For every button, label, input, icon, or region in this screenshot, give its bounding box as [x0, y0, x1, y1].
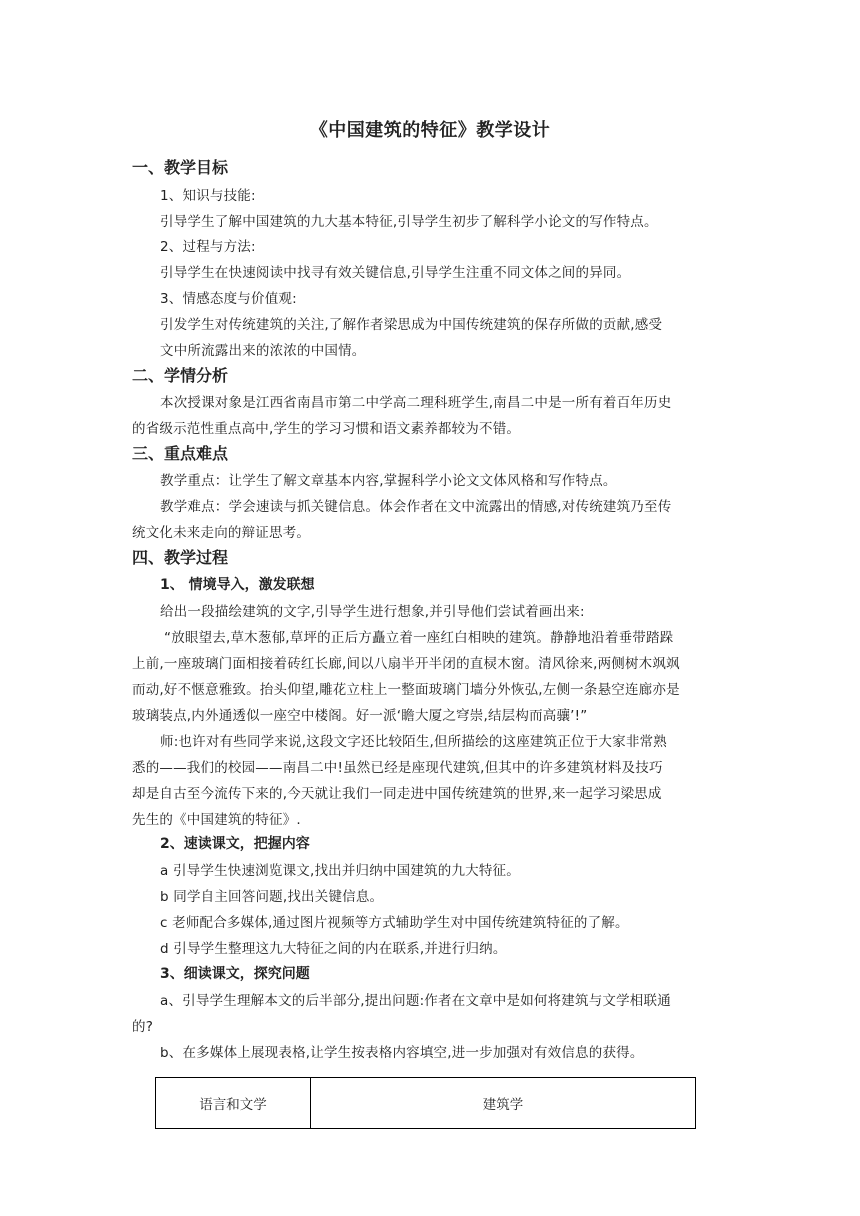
step2-item: a 引导学生快速浏览课文,找出并归纳中国建筑的九大特征。: [160, 863, 520, 879]
teacher-text: 悉的——我们的校园——南昌二中!虽然已经是座现代建筑,但其中的许多建筑材料及技巧: [132, 760, 663, 776]
analysis-text: 本次授课对象是江西省南昌市第二中学高二理科班学生,南昌二中是一所有着百年历史: [160, 395, 672, 411]
objective-process-label: 2、过程与方法:: [160, 239, 256, 255]
quote-text: 上前,一座玻璃门面相接着砖红长廊,间以八扇半开半闭的直棂木窗。清风徐来,两侧树木飒飒: [132, 656, 680, 672]
step2-item: b 同学自主回答问题,找出关键信息。: [160, 889, 384, 905]
quote-text: 而动,好不惬意雅致。抬头仰望,雕花立柱上一整面玻璃门墙分外恢弘,左侧一条悬空连廊亦是: [132, 682, 680, 698]
table-row: [156, 1078, 696, 1129]
difficulty-text: 教学难点：学会速读与抓关键信息。体会作者在文中流露出的情感,对传统建筑乃至传: [160, 499, 672, 515]
objective-process-text: 引导学生在快速阅读中找寻有效关键信息,引导学生注重不同文体之间的异同。: [160, 265, 631, 281]
section-heading-objectives: 一、教学目标: [132, 158, 229, 177]
section-heading-analysis: 二、学情分析: [132, 366, 229, 385]
table-header-cell: 建筑学: [311, 1078, 696, 1129]
step3-item: a、引导学生理解本文的后半部分,提出问题:作者在文章中是如何将建筑与文学相联通: [160, 993, 671, 1009]
section-heading-key-points: 三、重点难点: [132, 444, 229, 463]
analysis-text: 的省级示范性重点高中,学生的学习习惯和语文素养都较为不错。: [132, 421, 521, 437]
difficulty-text: 统文化未来走向的辩证思考。: [132, 525, 311, 541]
step3-item: b、在多媒体上展现表格,让学生按表格内容填空,进一步加强对有效信息的获得。: [160, 1045, 644, 1061]
step2-item: d 引导学生整理这九大特征之间的内在联系,并进行归纳。: [160, 941, 507, 957]
objective-emotion-text: 引发学生对传统建筑的关注,了解作者梁思成为中国传统建筑的保存所做的贡献,感受: [160, 317, 663, 333]
quote-text: 玻璃装点,内外通透似一座空中楼阁。好一派‘瞻大厦之穹崇,结层构而高骧’!”: [132, 708, 588, 724]
objective-knowledge-text: 引导学生了解中国建筑的九大基本特征,引导学生初步了解科学小论文的写作特点。: [160, 214, 658, 230]
objective-knowledge-label: 1、知识与技能:: [160, 188, 256, 204]
step2-heading: 2、速读课文，把握内容: [160, 836, 310, 852]
section-heading-process: 四、教学过程: [132, 548, 229, 567]
step3-item: 的?: [132, 1019, 154, 1035]
document-title: 《中国建筑的特征》教学设计: [309, 120, 551, 141]
comparison-table: [155, 1077, 696, 1129]
table-header-cell: 语言和文学: [156, 1078, 311, 1129]
step1-heading: 1、 情境导入，激发联想: [160, 577, 315, 593]
objective-emotion-text: 文中所流露出来的浓浓的中国情。: [160, 343, 366, 359]
step2-item: c 老师配合多媒体,通过图片视频等方式辅助学生对中国传统建筑特征的了解。: [160, 915, 629, 931]
teacher-text: 先生的《中国建筑的特征》.: [132, 812, 301, 828]
objective-emotion-label: 3、情感态度与价值观:: [160, 291, 297, 307]
quote-text: “放眼望去,草木葱郁,草坪的正后方矗立着一座红白相映的建筑。静静地沿着垂带踏跺: [164, 630, 674, 646]
teacher-text: 却是自古至今流传下来的,今天就让我们一同走进中国传统建筑的世界,来一起学习梁思成: [132, 786, 662, 802]
step1-intro: 给出一段描绘建筑的文字,引导学生进行想象,并引导他们尝试着画出来:: [160, 604, 585, 620]
step3-heading: 3、细读课文，探究问题: [160, 966, 310, 982]
key-point-text: 教学重点：让学生了解文章基本内容,掌握科学小论文文体风格和写作特点。: [160, 473, 617, 489]
teacher-text: 师:也许对有些同学来说,这段文字还比较陌生,但所描绘的这座建筑正位于大家非常熟: [160, 734, 667, 750]
